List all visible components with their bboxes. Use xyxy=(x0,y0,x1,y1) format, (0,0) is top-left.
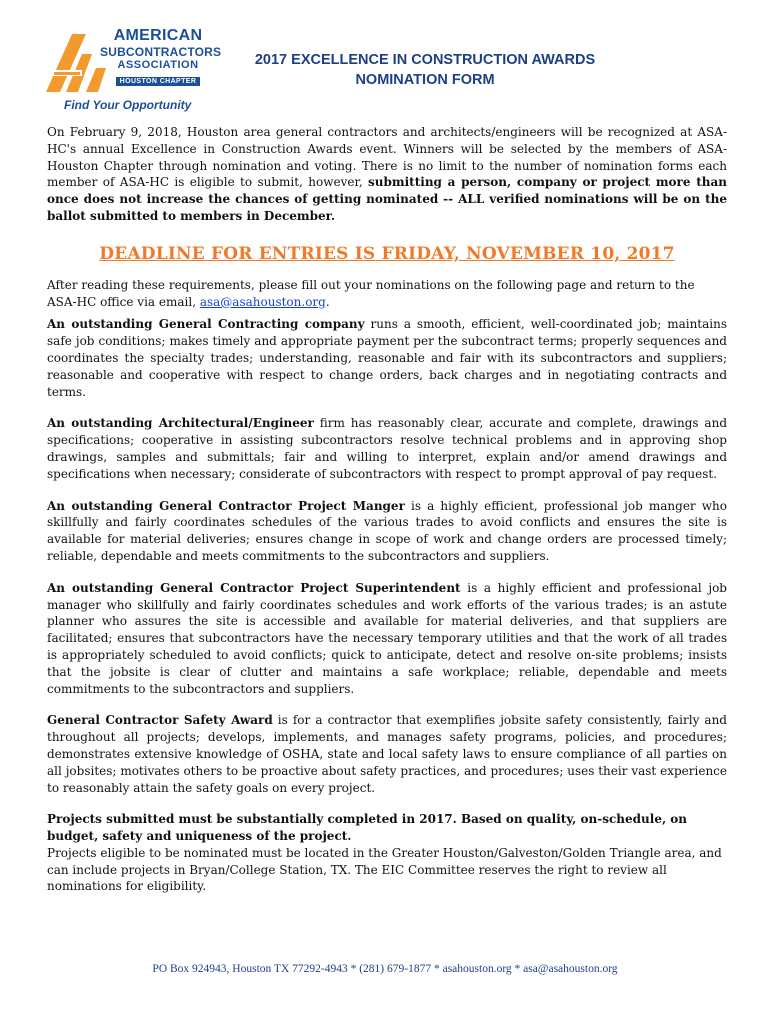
asa-houston-logo xyxy=(42,27,222,116)
form-title-line-1: 2017 EXCELLENCE IN CONSTRUCTION AWARDS xyxy=(254,52,596,68)
deadline-heading: DEADLINE FOR ENTRIES IS FRIDAY, NOVEMBER 10, 2017 xyxy=(99,243,675,264)
section-body: is a highly efficient and professional job manager who skillfully and fairly coordinates schedules and work efforts of the various trades; is an astute planner who assures the site is accessible and available for material deliveries, and that suppliers are facilitated; ensures that subcontractors have the necessary temporary utilities and that the work of all trades is appropriately scheduled to avoid conflicts; quick to anticipate, detect and resolve on-site problems; insists that the jobsite is clear of clutter and maintains a safe workplace; reliable, dependable and meets commitments to the subcontractors and suppliers. xyxy=(47,580,727,696)
section-title: An outstanding Architectural/Engineer xyxy=(47,416,314,431)
section-project-manager xyxy=(47,498,727,565)
section-body: is a highly efficient, professional job manger who skillfully and fairly coordinates schedules of the various trades to avoid conflicts and ensures the site is available for material deliveries; ensures change in scope of work and change orders are processed timely; reliable, dependable and meets commitments to the subcontractors and suppliers. xyxy=(47,498,728,563)
section-title: General Contractor Safety Award xyxy=(47,713,273,728)
section-title: An outstanding General Contractor Project Superintendent xyxy=(47,580,461,595)
instructions-end: . xyxy=(325,294,330,309)
footer-contact: PO Box 924943, Houston TX 77292-4943 * (281) 679-1877 * asahouston.org * asa@asahouston.org xyxy=(152,963,618,975)
instructions-paragraph xyxy=(47,277,727,311)
form-title xyxy=(215,50,635,90)
projects-requirements-bold xyxy=(47,811,727,845)
section-title: An outstanding General Contracting company xyxy=(47,317,365,332)
logo-line-houston-chapter: HOUSTON CHAPTER xyxy=(116,77,201,86)
section-body: firm has reasonably clear, accurate and complete, drawings and specifications; cooperative in assisting subcontractors resolve technical problems and in approving shop drawings, samples and submittals; fair and willing to interpret, explain and/or amend drawings and specifications when necessary; considerate of subcontractors with respect to prompt approval of pay request. xyxy=(47,416,728,481)
instructions-text: After reading these requirements, please fill out your nominations on the following page and return to the ASA-HC office via email, xyxy=(47,277,695,309)
projects-requirements-body: Projects eligible to be nominated must be located in the Greater Houston/Galveston/Golden Triangle area, and can include projects in Bryan/College Station, TX. The EIC Committee reserves the right to review all nominations for eligibility. xyxy=(47,845,722,894)
logo-line-subcontractors: SUBCONTRACTORS xyxy=(100,45,222,59)
section-safety-award xyxy=(47,712,727,796)
section-body: is for a contractor that exemplifies jobsite safety consistently, fairly and throughout all projects; develops, implements, and manages safety programs, policies, and procedures; demonstrates extensive knowledge of OSHA, state and local safety laws to ensure compliance of all parties on all jobsites; motivates others to be proactive about safety practices, and procedures; uses their vast experience to reasonably attain the safety goals on every project. xyxy=(47,713,727,795)
intro-text: On February 9, 2018, Houston area general contractors and architects/engineers will be recognized at ASA-HC's annual Excellence in Construction Awards event. Winners will be selected by the members of ASA-Houston Chapter through nomination and voting. There is no limit to the number of nomination forms each member of ASA-HC is eligible to submit, however, xyxy=(47,125,727,190)
section-title: An outstanding General Contractor Project Manger xyxy=(47,498,405,513)
projects-bold-text: Projects submitted must be substantially completed in 2017. Based on quality, on-schedule, on budget, safety and uniqueness of the project. xyxy=(47,812,688,844)
intro-paragraph xyxy=(47,124,727,225)
section-architectural-engineer xyxy=(47,415,727,482)
form-title-line-2: NOMINATION FORM xyxy=(355,72,495,88)
intro-bold-text: submitting a person, company or project more than once does not increase the chances of getting nominated -- ALL verified nominations will be on the ballot submitted to members in December. xyxy=(47,175,727,223)
email-link[interactable]: asa@asahouston.org xyxy=(199,294,326,309)
logo-line-association: ASSOCIATION xyxy=(117,59,199,71)
section-body: runs a smooth, efficient, well-coordinated job; maintains safe job conditions; makes timely and appropriate payment per the subcontract terms; properly sequences and coordinates the specialty trades; understanding, reasonable and fair with its subcontractors and suppliers; reasonable and cooperative with respect to change orders, back charges and in negotiating contracts and terms. xyxy=(47,317,727,399)
form-body xyxy=(47,124,727,895)
logo-tagline: Find Your Opportunity xyxy=(64,98,192,112)
asa-monogram-icon xyxy=(42,30,108,96)
logo-line-american: AMERICAN xyxy=(113,27,203,44)
section-general-contracting xyxy=(47,316,727,400)
logo-wordmark xyxy=(100,27,222,87)
section-project-superintendent xyxy=(47,580,727,698)
